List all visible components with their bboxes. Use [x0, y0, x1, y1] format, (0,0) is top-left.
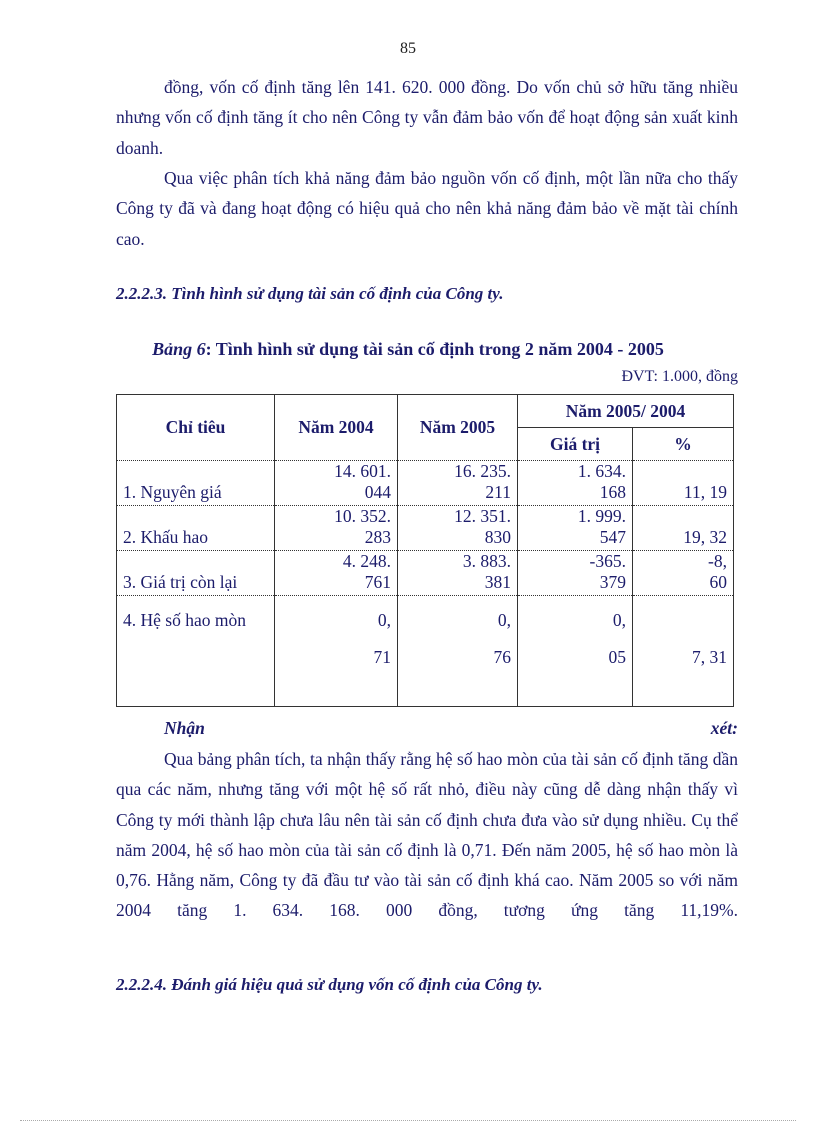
header-indicator: Chỉ tiêu	[117, 395, 275, 461]
cell-diff-line: 547	[599, 527, 626, 547]
cell-y2004-line: 283	[364, 527, 391, 547]
cell-y2004-line: 0,	[377, 610, 391, 630]
cell-diff	[518, 551, 633, 596]
header-2005: Năm 2005	[398, 395, 518, 461]
cell-pct	[633, 596, 734, 707]
page-border	[20, 1120, 796, 1121]
cell-y2005-line: 16. 235.	[454, 461, 511, 481]
cell-diff-line: -365.	[589, 551, 626, 571]
section-heading-2-2-2-3: 2.2.2.3. Tình hình sử dụng tài sản cố định của Công ty.	[116, 284, 504, 303]
unit-label: ĐVT: 1.000, đồng	[621, 368, 738, 385]
cell-y2004	[275, 506, 398, 551]
header-2004: Năm 2004	[275, 395, 398, 461]
table-row	[117, 596, 734, 707]
section-heading-2-2-2-4: 2.2.2.4. Đánh giá hiệu quả sử dụng vốn cố định của Công ty.	[116, 975, 543, 994]
cell-y2004	[275, 461, 398, 506]
paragraph-3: Qua bảng phân tích, ta nhận thấy rằng hệ số hao mòn của tài sản cố định tăng dần qua các năm, nhưng tăng với một hệ số rất nhỏ, điều này cũng dễ dàng nhận thấy vì Công ty mới thành lập chưa lâu nên tài sản cố định chưa đưa vào sử dụng nhiều. Cụ thể năm 2004, hệ số hao mòn của tài sản cố định là 0,71. Đến năm 2005, hệ số hao mòn là 0,76. Hằng năm, Công ty đã đầu tư vào tài sản cố định khá cao. Năm 2005 so với năm 2004 tăng 1. 634. 168. 000 đồng, tương ứng tăng 11,19%.	[116, 749, 738, 921]
cell-y2005	[398, 461, 518, 506]
cell-y2005	[398, 596, 518, 707]
cell-y2004	[275, 596, 398, 707]
row-label: 1. Nguyên giá	[117, 461, 275, 506]
paragraph-2: Qua việc phân tích khả năng đảm bảo nguồn vốn cố định, một lần nữa cho thấy Công ty đã và đang hoạt động có hiệu quả cho nên khả năng đảm bảo về mặt tài chính cao.	[116, 168, 738, 249]
cell-pct-line: -8,	[708, 551, 727, 571]
table-caption	[0, 339, 816, 360]
row-label: 2. Khấu hao	[117, 506, 275, 551]
cell-diff-line: 0,	[612, 610, 626, 630]
cell-diff-line: 168	[599, 482, 626, 502]
cell-pct-line: 11, 19	[683, 482, 727, 502]
fixed-asset-table	[116, 394, 734, 707]
caption-label: Bảng 6	[152, 339, 206, 359]
cell-pct	[633, 506, 734, 551]
cell-y2005-line: 830	[484, 527, 511, 547]
cell-diff-line: 379	[599, 572, 626, 592]
cell-diff-line: 1. 999.	[577, 506, 626, 526]
cell-diff	[518, 461, 633, 506]
page-number: 85	[400, 40, 416, 57]
cell-y2005-line: 76	[493, 647, 511, 667]
cell-y2004-line: 14. 601.	[334, 461, 391, 481]
cell-y2005-line: 381	[484, 572, 511, 592]
cell-y2005-line: 211	[485, 482, 511, 502]
row-label: 3. Giá trị còn lại	[117, 551, 275, 596]
cell-diff	[518, 596, 633, 707]
cell-y2005-line: 12. 351.	[454, 506, 511, 526]
table-row	[117, 551, 734, 596]
cell-y2005-line: 0,	[497, 610, 511, 630]
cell-pct-line	[639, 610, 727, 631]
cell-pct-line: 60	[709, 572, 727, 592]
cell-diff	[518, 506, 633, 551]
cell-pct-line	[639, 506, 727, 527]
cell-pct-line: 7, 31	[692, 647, 727, 667]
cell-y2004-line: 10. 352.	[334, 506, 391, 526]
cell-y2005	[398, 551, 518, 596]
cell-y2004-line: 044	[364, 482, 391, 502]
cell-pct-line: 19, 32	[683, 527, 727, 547]
caption-text: : Tình hình sử dụng tài sản cố định trong 2 năm 2004 - 2005	[205, 339, 664, 359]
cell-pct	[633, 461, 734, 506]
cell-pct-line	[639, 461, 727, 482]
cell-diff-line: 05	[608, 647, 626, 667]
header-percent: %	[633, 428, 734, 461]
table-row	[117, 506, 734, 551]
cell-y2005	[398, 506, 518, 551]
cell-y2004-line: 4. 248.	[342, 551, 391, 571]
row-label: 4. Hệ số hao mòn	[117, 596, 275, 707]
cell-y2004-line: 71	[373, 647, 391, 667]
table-row	[117, 461, 734, 506]
remark-label: Nhận xét:	[164, 718, 738, 738]
cell-pct	[633, 551, 734, 596]
header-comparison: Năm 2005/ 2004	[518, 395, 734, 428]
cell-diff-line: 1. 634.	[577, 461, 626, 481]
paragraph-1: đồng, vốn cố định tăng lên 141. 620. 000 đồng. Do vốn chủ sở hữu tăng nhiều nhưng vốn cố định tăng ít cho nên Công ty vẫn đảm bảo vốn để hoạt động sản xuất kinh doanh.	[116, 77, 738, 158]
cell-y2005-line: 3. 883.	[462, 551, 511, 571]
header-value: Giá trị	[518, 428, 633, 461]
cell-y2004-line: 761	[364, 572, 391, 592]
cell-y2004	[275, 551, 398, 596]
